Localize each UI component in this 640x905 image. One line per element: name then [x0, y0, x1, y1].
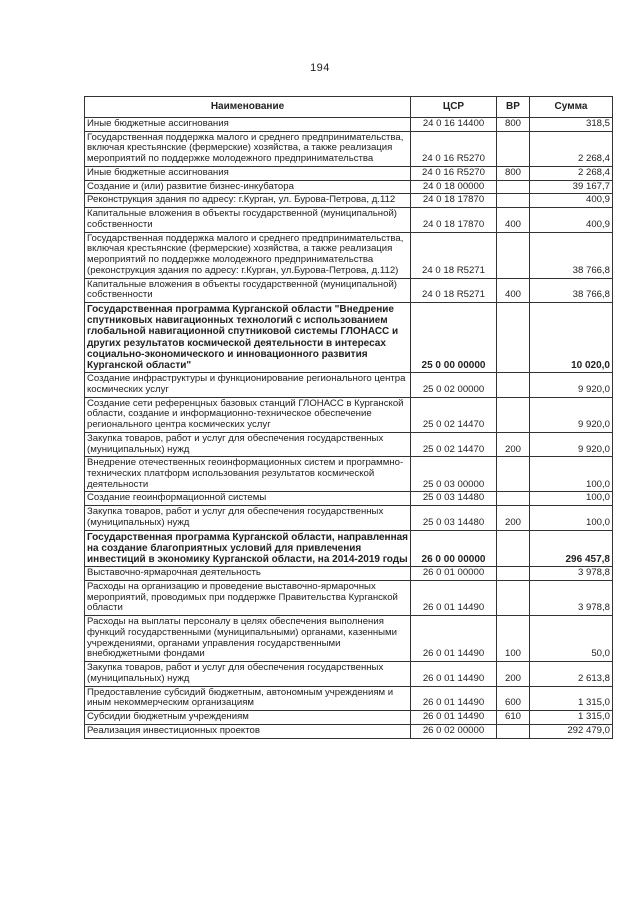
- cell-vr: [497, 194, 530, 208]
- cell-vr: 600: [497, 686, 530, 710]
- cell-csr: 25 0 03 14480: [411, 506, 497, 530]
- cell-vr: 200: [497, 506, 530, 530]
- cell-csr: 24 0 16 R5270: [411, 131, 497, 166]
- table-row: [85, 724, 613, 738]
- cell-vr: [497, 492, 530, 506]
- cell-name: Иные бюджетные ассигнования: [85, 118, 411, 132]
- cell-csr: 24 0 18 00000: [411, 180, 497, 194]
- table-row: [85, 373, 613, 397]
- cell-csr: 25 0 02 00000: [411, 373, 497, 397]
- cell-vr: [497, 232, 530, 278]
- cell-sum: 2 268,4: [530, 131, 613, 166]
- cell-sum: 100,0: [530, 492, 613, 506]
- table-row: [85, 180, 613, 194]
- cell-vr: 400: [497, 278, 530, 302]
- cell-sum: 1 315,0: [530, 711, 613, 725]
- cell-csr: 26 0 01 14490: [411, 616, 497, 662]
- cell-name: Создание сети референцных базовых станций ГЛОНАСС в Курганской области, создание и информационно-техническое обеспечение регионального центра космических услуг: [85, 397, 411, 432]
- table-header-row: [85, 97, 613, 118]
- budget-table: [84, 96, 613, 739]
- cell-sum: 38 766,8: [530, 232, 613, 278]
- cell-csr: 24 0 16 14400: [411, 118, 497, 132]
- cell-vr: [497, 373, 530, 397]
- header-name: Наименование: [85, 97, 411, 118]
- cell-sum: 400,9: [530, 194, 613, 208]
- cell-csr: 24 0 18 17870: [411, 208, 497, 232]
- table-row: [85, 506, 613, 530]
- cell-name: Расходы на выплаты персоналу в целях обеспечения выполнения функций государственными (муниципальными) органами, казенными учреждениями, органами управления государственными внебюджетными фондами: [85, 616, 411, 662]
- cell-vr: 400: [497, 208, 530, 232]
- cell-sum: 3 978,8: [530, 567, 613, 581]
- cell-vr: 100: [497, 616, 530, 662]
- cell-vr: 800: [497, 118, 530, 132]
- cell-name: Государственная поддержка малого и среднего предпринимательства, включая крестьянские (фермерские) хозяйства, а также реализация мероприятий по поддержке молодежного предпринимательства: [85, 131, 411, 166]
- cell-sum: 292 479,0: [530, 724, 613, 738]
- cell-name: Реконструкция здания по адресу: г.Курган, ул. Бурова-Петрова, д.112: [85, 194, 411, 208]
- cell-vr: 610: [497, 711, 530, 725]
- cell-name: Государственная программа Курганской области, направленная на создание благоприятных условий для привлечения инвестиций в экономику Курганской области, на 2014-2019 годы: [85, 530, 411, 567]
- table-row: [85, 616, 613, 662]
- cell-sum: 296 457,8: [530, 530, 613, 567]
- table-row: [85, 278, 613, 302]
- table-row: [85, 432, 613, 456]
- cell-name: Государственная программа Курганской области "Внедрение спутниковых навигационных технологий с использованием глобальной навигационной спутниковой системы ГЛОНАСС и других результатов космической деятельности в интересах социально-экономического и инновационного развития Курганской области": [85, 303, 411, 373]
- cell-name: Создание геоинформационной системы: [85, 492, 411, 506]
- cell-sum: 318,5: [530, 118, 613, 132]
- cell-name: Субсидии бюджетным учреждениям: [85, 711, 411, 725]
- cell-sum: 9 920,0: [530, 432, 613, 456]
- table-row: [85, 457, 613, 492]
- cell-sum: 39 167,7: [530, 180, 613, 194]
- cell-csr: 24 0 18 R5271: [411, 278, 497, 302]
- table-row: [85, 662, 613, 686]
- cell-csr: 25 0 02 14470: [411, 432, 497, 456]
- cell-csr: 25 0 03 14480: [411, 492, 497, 506]
- cell-sum: 9 920,0: [530, 397, 613, 432]
- cell-name: Выставочно-ярмарочная деятельность: [85, 567, 411, 581]
- cell-sum: 38 766,8: [530, 278, 613, 302]
- cell-sum: 3 978,8: [530, 580, 613, 615]
- cell-vr: 200: [497, 662, 530, 686]
- header-sum: Сумма: [530, 97, 613, 118]
- table-row: [85, 580, 613, 615]
- cell-name: Создание и (или) развитие бизнес-инкубатора: [85, 180, 411, 194]
- table-row: [85, 166, 613, 180]
- cell-vr: [497, 724, 530, 738]
- table-row: [85, 530, 613, 567]
- page-number: 194: [310, 62, 330, 74]
- cell-name: Закупка товаров, работ и услуг для обеспечения государственных (муниципальных) нужд: [85, 662, 411, 686]
- cell-name: Закупка товаров, работ и услуг для обеспечения государственных (муниципальных) нужд: [85, 506, 411, 530]
- cell-csr: 26 0 00 00000: [411, 530, 497, 567]
- cell-csr: 25 0 03 00000: [411, 457, 497, 492]
- table-row: [85, 397, 613, 432]
- cell-vr: 800: [497, 166, 530, 180]
- cell-csr: 26 0 01 14490: [411, 711, 497, 725]
- cell-vr: [497, 131, 530, 166]
- cell-name: Реализация инвестиционных проектов: [85, 724, 411, 738]
- cell-name: Капитальные вложения в объекты государственной (муниципальной) собственности: [85, 278, 411, 302]
- cell-csr: 25 0 02 14470: [411, 397, 497, 432]
- table-row: [85, 567, 613, 581]
- table-body: [85, 118, 613, 739]
- cell-vr: [497, 303, 530, 373]
- cell-vr: 200: [497, 432, 530, 456]
- cell-vr: [497, 580, 530, 615]
- table-row: [85, 232, 613, 278]
- cell-name: Государственная поддержка малого и среднего предпринимательства, включая крестьянские (фермерские) хозяйства, а также реализация мероприятий по поддержке молодежного предпринимательства (реконструкция здания по адресу: г.Курган, ул.Бурова-Петрова, д.112): [85, 232, 411, 278]
- table-row: [85, 131, 613, 166]
- cell-vr: [497, 457, 530, 492]
- table-row: [85, 711, 613, 725]
- cell-csr: 26 0 01 14490: [411, 580, 497, 615]
- cell-sum: 9 920,0: [530, 373, 613, 397]
- cell-sum: 2 613,8: [530, 662, 613, 686]
- cell-csr: 24 0 18 R5271: [411, 232, 497, 278]
- header-vr: ВР: [497, 97, 530, 118]
- cell-csr: 26 0 01 14490: [411, 662, 497, 686]
- cell-name: Внедрение отечественных геоинформационных систем и программно-технических платформ использования результатов космической деятельности: [85, 457, 411, 492]
- cell-csr: 26 0 02 00000: [411, 724, 497, 738]
- cell-sum: 100,0: [530, 457, 613, 492]
- table-row: [85, 492, 613, 506]
- table-row: [85, 686, 613, 710]
- cell-csr: 24 0 18 17870: [411, 194, 497, 208]
- cell-csr: 25 0 00 00000: [411, 303, 497, 373]
- cell-sum: 400,9: [530, 208, 613, 232]
- cell-name: Иные бюджетные ассигнования: [85, 166, 411, 180]
- cell-csr: 24 0 16 R5270: [411, 166, 497, 180]
- cell-vr: [497, 180, 530, 194]
- cell-name: Расходы на организацию и проведение выставочно-ярмарочных мероприятий, проводимых при поддержке Правительства Курганской области: [85, 580, 411, 615]
- cell-csr: 26 0 01 14490: [411, 686, 497, 710]
- cell-sum: 2 268,4: [530, 166, 613, 180]
- cell-name: Закупка товаров, работ и услуг для обеспечения государственных (муниципальных) нужд: [85, 432, 411, 456]
- table-row: [85, 118, 613, 132]
- cell-sum: 1 315,0: [530, 686, 613, 710]
- cell-csr: 26 0 01 00000: [411, 567, 497, 581]
- table-row: [85, 194, 613, 208]
- cell-sum: 50,0: [530, 616, 613, 662]
- header-csr: ЦСР: [411, 97, 497, 118]
- cell-name: Предоставление субсидий бюджетным, автономным учреждениям и иным некоммерческим организациям: [85, 686, 411, 710]
- cell-sum: 100,0: [530, 506, 613, 530]
- cell-vr: [497, 530, 530, 567]
- cell-vr: [497, 567, 530, 581]
- cell-vr: [497, 397, 530, 432]
- cell-name: Создание инфраструктуры и функционирование регионального центра космических услуг: [85, 373, 411, 397]
- cell-sum: 10 020,0: [530, 303, 613, 373]
- table-row: [85, 303, 613, 373]
- cell-name: Капитальные вложения в объекты государственной (муниципальной) собственности: [85, 208, 411, 232]
- table-row: [85, 208, 613, 232]
